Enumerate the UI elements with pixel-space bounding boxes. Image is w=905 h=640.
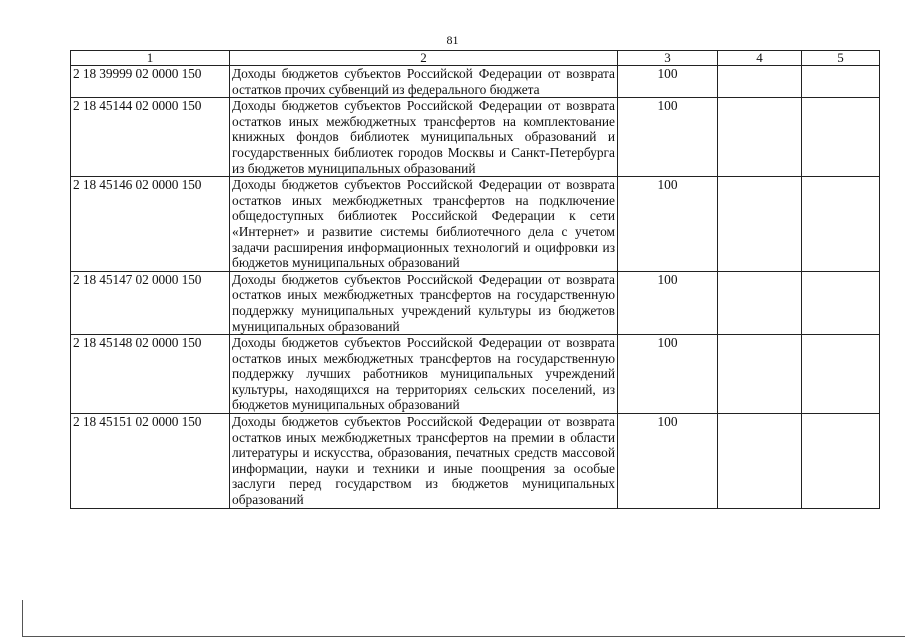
table-row	[71, 66, 880, 98]
empty-cell	[802, 66, 880, 98]
value-cell: 100	[618, 414, 718, 509]
table-row	[71, 98, 880, 177]
table-row	[71, 335, 880, 414]
description-cell: Доходы бюджетов субъектов Российской Федерации от возврата остатков иных межбюджетных трансфертов на комплектование книжных фондов библиотек муниципальных образований и государственных библиотек городов Москвы и Санкт-Петербурга из бюджетов муниципальных образований	[230, 98, 618, 177]
description-cell: Доходы бюджетов субъектов Российской Федерации от возврата остатков иных межбюджетных трансфертов на подключение общедоступных библиотек Российской Федерации к сети «Интернет» и развитие системы библиотечного дела с учетом задачи расширения информационных технологий и оцифровки из бюджетов муниципальных образований	[230, 177, 618, 272]
value-cell: 100	[618, 66, 718, 98]
table-row	[71, 271, 880, 334]
column-header-4: 4	[718, 51, 802, 66]
table-row	[71, 177, 880, 272]
value-cell: 100	[618, 271, 718, 334]
empty-cell	[718, 177, 802, 272]
empty-cell	[802, 414, 880, 509]
budget-code-cell: 2 18 45148 02 0000 150	[71, 335, 230, 414]
budget-code-cell: 2 18 45151 02 0000 150	[71, 414, 230, 509]
description-cell: Доходы бюджетов субъектов Российской Федерации от возврата остатков иных межбюджетных трансфертов на государственную поддержку лучших работников муниципальных учреждений культуры, находящихся на территориях сельских поселений, из бюджетов муниципальных образований	[230, 335, 618, 414]
value-cell: 100	[618, 98, 718, 177]
value-cell: 100	[618, 335, 718, 414]
description-cell: Доходы бюджетов субъектов Российской Федерации от возврата остатков прочих субвенций из федерального бюджета	[230, 66, 618, 98]
budget-code-cell: 2 18 45147 02 0000 150	[71, 271, 230, 334]
empty-cell	[802, 335, 880, 414]
column-header-1: 1	[71, 51, 230, 66]
value-cell: 100	[618, 177, 718, 272]
table-header-row	[71, 51, 880, 66]
column-header-3: 3	[618, 51, 718, 66]
budget-code-cell: 2 18 45146 02 0000 150	[71, 177, 230, 272]
empty-cell	[718, 98, 802, 177]
empty-cell	[718, 271, 802, 334]
page-number: 81	[446, 33, 459, 47]
budget-code-cell: 2 18 39999 02 0000 150	[71, 66, 230, 98]
empty-cell	[718, 66, 802, 98]
table-row	[71, 414, 880, 509]
empty-cell	[802, 98, 880, 177]
scan-edge-left	[22, 600, 23, 637]
empty-cell	[802, 177, 880, 272]
description-cell: Доходы бюджетов субъектов Российской Федерации от возврата остатков иных межбюджетных трансфертов на премии в области литературы и искусства, образования, печатных средств массовой информации, науки и техники и иные поощрения за особые заслуги перед государством из бюджетов муниципальных образований	[230, 414, 618, 509]
column-header-5: 5	[802, 51, 880, 66]
column-header-2: 2	[230, 51, 618, 66]
empty-cell	[718, 335, 802, 414]
empty-cell	[802, 271, 880, 334]
budget-table	[70, 50, 880, 509]
description-cell: Доходы бюджетов субъектов Российской Федерации от возврата остатков иных межбюджетных трансфертов на государственную поддержку муниципальных учреждений культуры из бюджетов муниципальных образований	[230, 271, 618, 334]
budget-code-cell: 2 18 45144 02 0000 150	[71, 98, 230, 177]
scan-edge-bottom	[22, 636, 905, 637]
empty-cell	[718, 414, 802, 509]
